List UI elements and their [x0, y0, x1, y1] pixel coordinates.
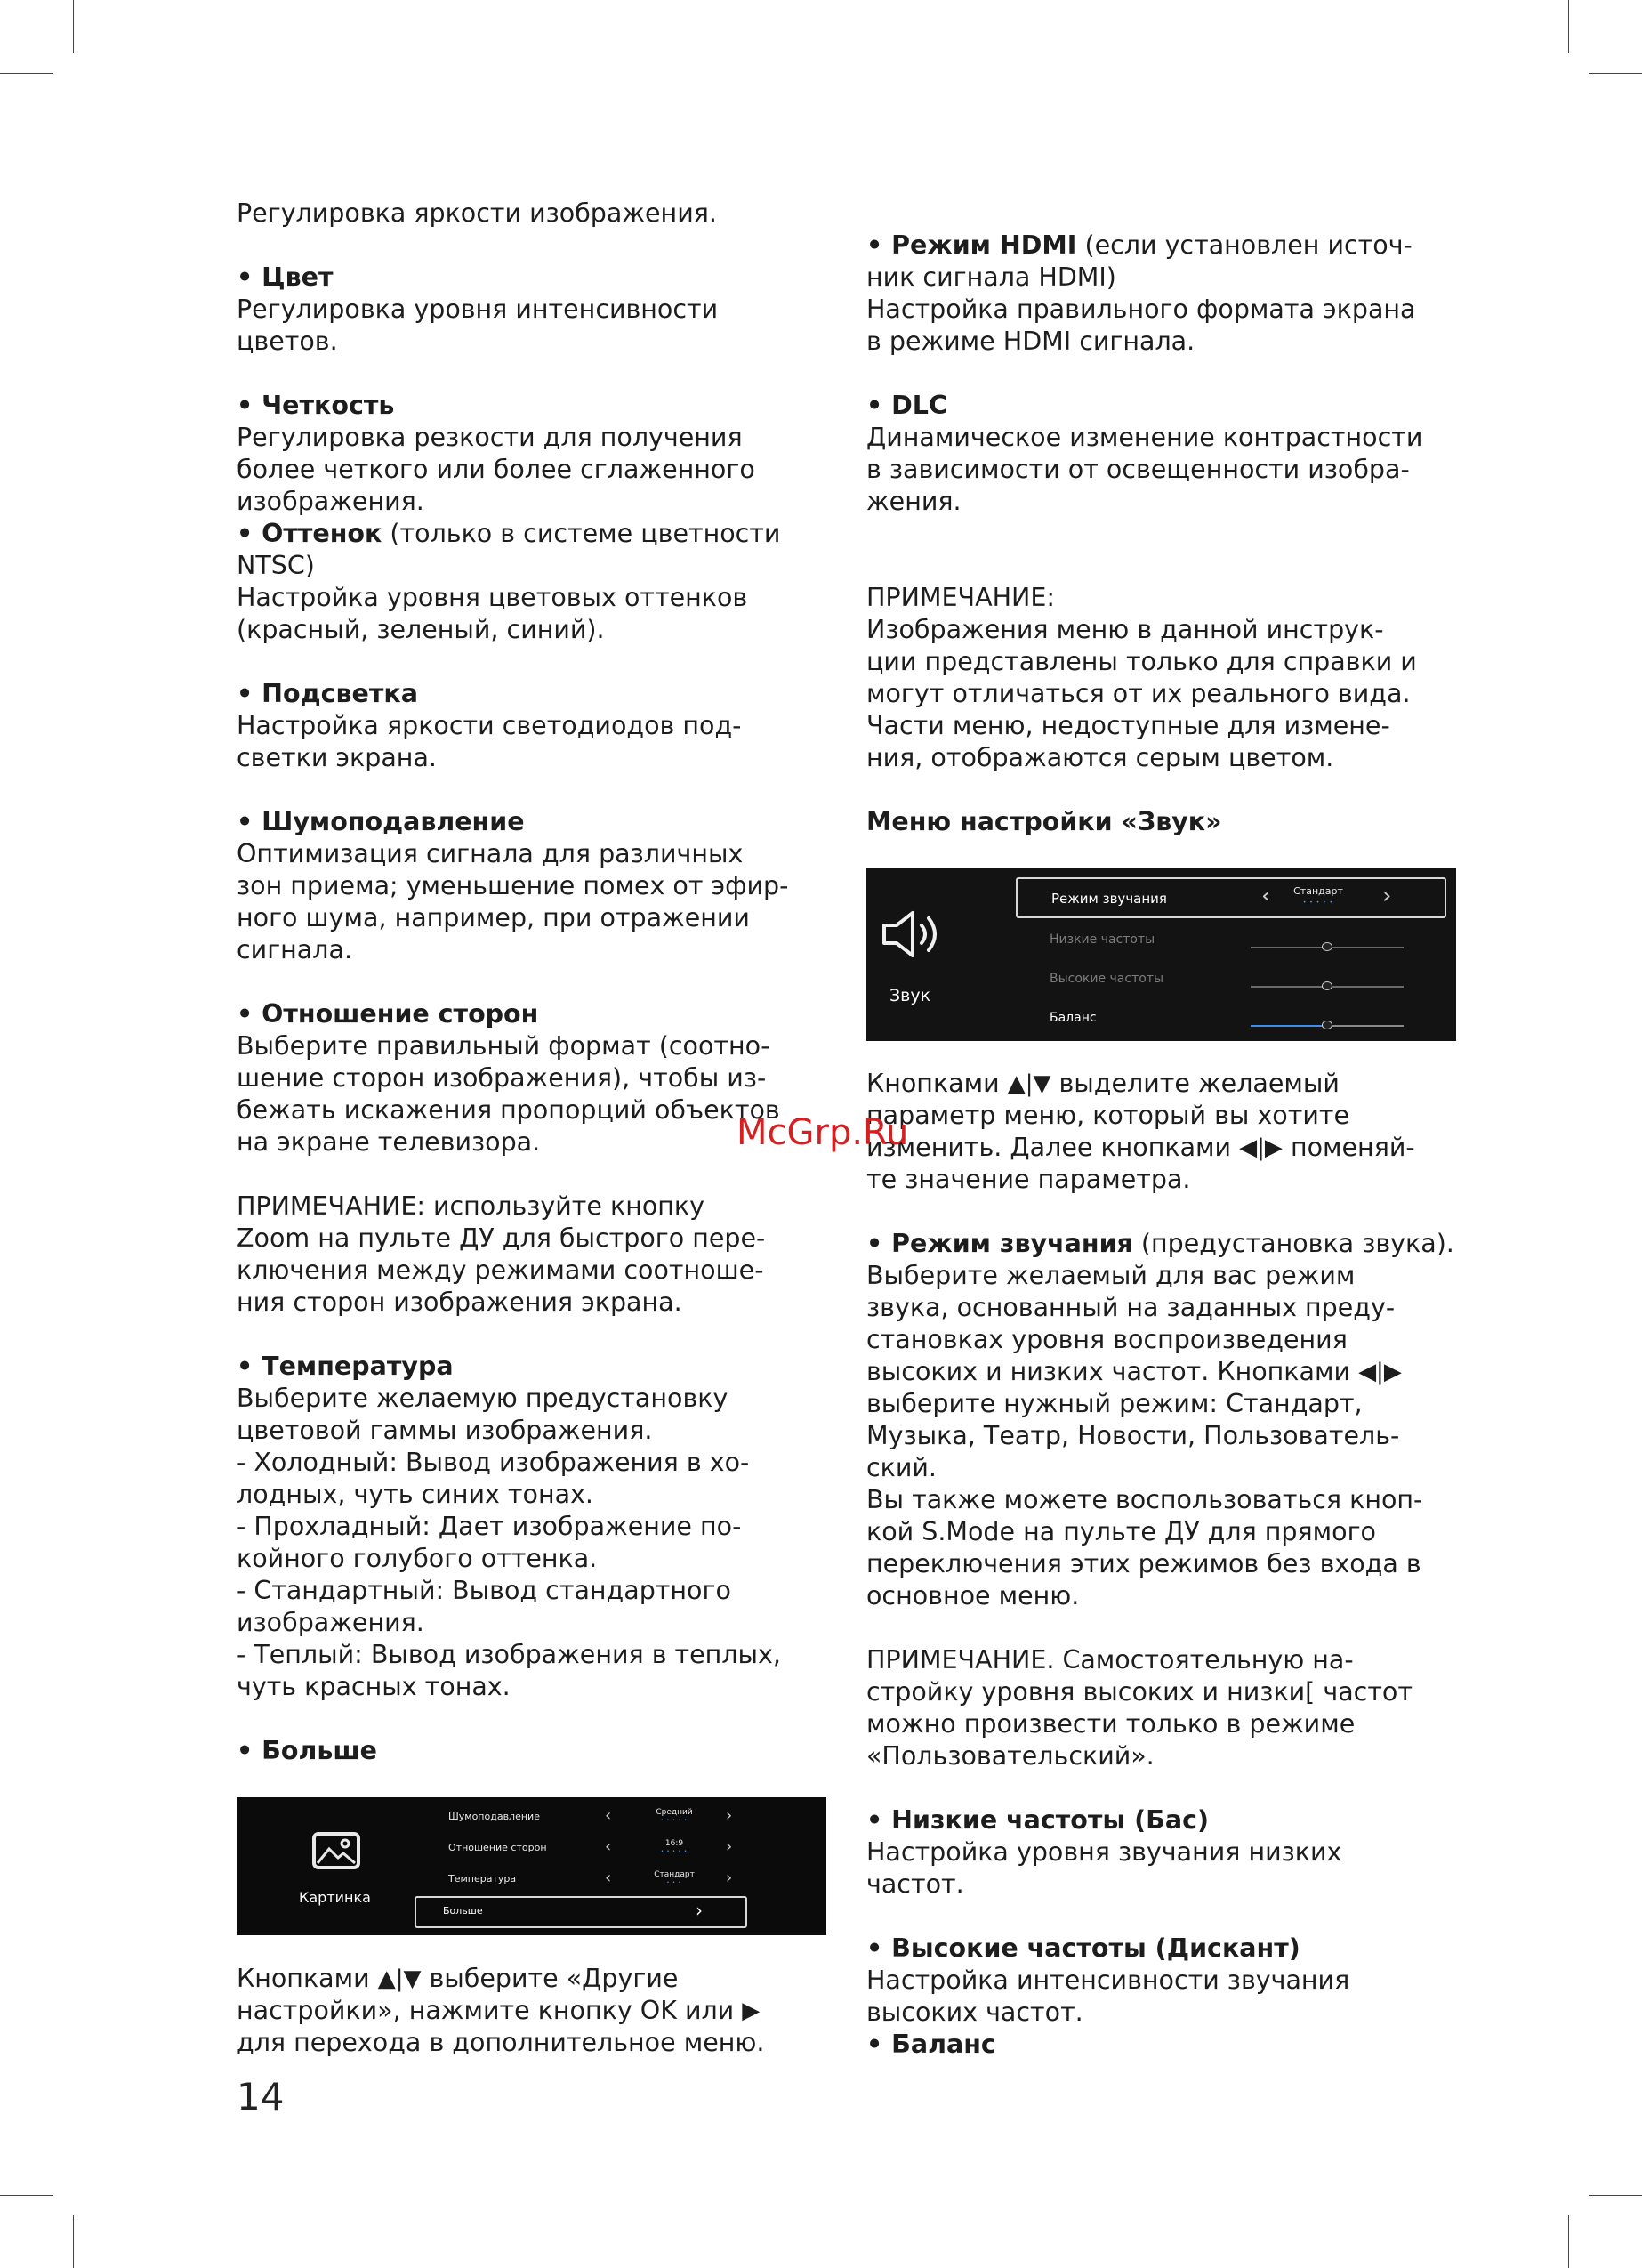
picture-menu-panel	[237, 1797, 826, 1935]
sharpness-title: • Четкость	[237, 391, 395, 420]
crop-mark	[1589, 73, 1642, 74]
chevron-right-icon[interactable]: ›	[726, 1806, 733, 1825]
row-label: Отношение сторон	[448, 1842, 547, 1853]
text-part: Выберите желаемый для вас режим звука, основанный на заданных преду- становках уровня воспроизведения высоких и низких частот. Кнопками	[866, 1261, 1396, 1386]
balance-slider[interactable]	[1251, 1025, 1404, 1027]
hint-part: выделите желаемый параметр меню, который вы хотите изменить. Далее кнопками	[866, 1069, 1350, 1162]
picture-menu-row-aspect[interactable]	[441, 1836, 797, 1860]
slider-fill	[1251, 1025, 1327, 1027]
backlight-text: Настройка яркости светодиодов под- светки экрана.	[237, 711, 742, 772]
crop-mark	[73, 2215, 74, 2268]
color-title: • Цвет	[237, 262, 334, 292]
row-label: Высокие частоты	[1050, 972, 1164, 986]
bass-text: Настройка уровня звучания низких частот.	[866, 1837, 1342, 1899]
slider-knob[interactable]	[1322, 942, 1332, 951]
row-label: Низкие частоты	[1050, 932, 1155, 947]
hdmi-rest: (если установлен источ- ник сигнала HDMI)	[866, 230, 1413, 292]
sound-menu-title: Меню настройки «Звук»	[866, 807, 1222, 836]
temperature-text: Выберите желаемую предустановку цветовой гаммы изображения. - Холодный: Вывод изображения в хо- лодных, чуть синих тонах. - Прохладный: Дает изображение по- койного голубого оттенка. - Стандартный: Вывод стандартного изображения. - Теплый: Вывод изображения в теплых, чуть красных тонах.	[237, 1384, 781, 1701]
sound-menu-row-mode[interactable]	[1016, 877, 1446, 918]
treble-text: Настройка интенсивности звучания высоких частот.	[866, 1965, 1350, 2027]
crop-mark	[1589, 2195, 1642, 2196]
row-label: Режим звучания	[1051, 891, 1167, 907]
balance-title: • Баланс	[866, 2030, 996, 2059]
row-value: 16:9	[664, 1839, 684, 1848]
row-value: Средний	[656, 1808, 693, 1817]
sound-menu-row-bass[interactable]	[1016, 924, 1443, 956]
user-mode-note: ПРИМЕЧАНИЕ. Самостоятельную на- стройку уровня высоких и низки[ частот можно произвести только в режиме «Пользовательский».	[866, 1645, 1413, 1771]
row-dots: • • • • •	[660, 1849, 688, 1854]
picture-icon	[311, 1831, 361, 1870]
crop-mark	[1568, 0, 1569, 53]
right-arrow-icon: ▶	[742, 1998, 761, 2024]
row-label: Больше	[443, 1905, 483, 1917]
slider-knob[interactable]	[1322, 981, 1332, 990]
chevron-left-icon[interactable]: ‹	[605, 1868, 612, 1887]
row-dots: • • • • •	[660, 1818, 688, 1823]
dlc-text: Динамическое изменение контрастности в зависимости от освещенности изобра- жения.	[866, 423, 1423, 516]
crop-mark	[0, 2195, 53, 2196]
sound-nav-hint	[866, 1068, 1471, 1196]
chevron-right-icon[interactable]: ›	[1382, 883, 1392, 909]
slider-knob[interactable]	[1322, 1021, 1332, 1029]
speaker-icon	[879, 908, 946, 961]
right-column	[866, 230, 1471, 838]
tint-text: Настройка уровня цветовых оттенков (красный, зеленый, синий).	[237, 583, 748, 644]
sound-menu-panel	[866, 868, 1456, 1041]
menu-images-note: ПРИМЕЧАНИЕ: Изображения меню в данной инструк- ции представлены только для справки и могут отличаться от их реального вида. Части меню, недоступные для измене- ния, отображаются серым цветом.	[866, 583, 1417, 772]
left-right-arrows-icon: ◀|▶	[1358, 1359, 1402, 1385]
row-label: Температура	[448, 1873, 517, 1885]
row-label: Баланс	[1050, 1011, 1097, 1025]
row-dots: • • • • •	[1302, 900, 1334, 906]
sound-mode-paragraph	[866, 1228, 1471, 1260]
noise-text: Оптимизация сигнала для различных зон приема; уменьшение помех от эфир- ного шума, например, при отражении сигнала.	[237, 839, 789, 965]
chevron-right-icon[interactable]: ›	[696, 1900, 703, 1921]
row-label: Шумоподавление	[448, 1811, 540, 1822]
dlc-title: • DLC	[866, 391, 947, 420]
up-down-arrows-icon: ▲|▼	[377, 1965, 422, 1992]
picture-menu-row-more[interactable]	[415, 1896, 747, 1928]
sound-menu-side-label: Звук	[889, 986, 931, 1005]
crop-mark	[0, 73, 53, 74]
hint-part: для перехода в дополнительное меню.	[237, 2028, 765, 2057]
color-text: Регулировка уровня интенсивности цветов.	[237, 295, 719, 356]
sharpness-text: Регулировка резкости для получения более четкого или более сглаженного изображения.	[237, 423, 755, 516]
bass-title: • Низкие частоты (Бас)	[866, 1805, 1209, 1835]
row-value: Стандарт	[654, 1870, 695, 1879]
aspect-title: • Отношение сторон	[237, 999, 539, 1029]
sound-mode-rest: (предустановка звука).	[1132, 1229, 1454, 1258]
noise-title: • Шумоподавление	[237, 807, 525, 836]
picture-menu-row-temperature[interactable]	[441, 1867, 797, 1892]
picture-menu-row-noise[interactable]	[441, 1804, 797, 1829]
text-part: выберите нужный режим: Стандарт, Музыка, Театр, Новости, Пользователь- ский. Вы также можете воспользоваться кноп- кой S.Mode на пульте ДУ для прямого переключения этих режимов без входа в основное меню.	[866, 1389, 1423, 1610]
backlight-title: • Подсветка	[237, 679, 418, 708]
more-title: • Больше	[237, 1736, 377, 1765]
hdmi-title: • Режим HDMI	[866, 230, 1077, 260]
hint-part: поменяй- те значение параметра.	[866, 1133, 1415, 1194]
chevron-left-icon[interactable]: ‹	[1261, 883, 1271, 909]
tint-rest: (только в системе цветности NTSC)	[237, 519, 781, 580]
hint-part: Кнопками	[866, 1069, 1008, 1098]
picture-menu-side-label: Картинка	[299, 1889, 371, 1906]
brightness-text: Регулировка яркости изображения.	[237, 198, 717, 228]
hint-part: Кнопками	[237, 1964, 378, 1993]
sound-menu-row-treble[interactable]	[1016, 963, 1443, 995]
treble-slider[interactable]	[1251, 986, 1404, 988]
picture-menu-instructions	[237, 1963, 841, 2059]
page-number: 14	[237, 2075, 285, 2119]
sound-menu-row-balance[interactable]	[1016, 1002, 1443, 1034]
zoom-note: ПРИМЕЧАНИЕ: используйте кнопку Zoom на пульте ДУ для быстрого пере- ключения между режимами соотноше- ния сторон изображения экрана.	[237, 1191, 766, 1317]
bass-slider[interactable]	[1251, 947, 1404, 948]
right-column-lower	[866, 1068, 1471, 2061]
sound-mode-text	[866, 1260, 1471, 1612]
left-column	[237, 198, 841, 1767]
treble-title: • Высокие частоты (Дискант)	[866, 1933, 1300, 1963]
crop-mark	[1568, 2215, 1569, 2268]
chevron-left-icon[interactable]: ‹	[605, 1837, 612, 1856]
slider-fill	[1251, 947, 1327, 948]
hint-part: выберите «Другие настройки», нажмите кнопку OK или	[237, 1964, 735, 2025]
row-dots: • • •	[666, 1880, 682, 1885]
chevron-right-icon[interactable]: ›	[726, 1837, 733, 1856]
row-value: Стандарт	[1293, 885, 1343, 897]
watermark: McGrp.Ru	[736, 1112, 909, 1153]
crop-mark	[73, 0, 74, 53]
up-down-arrows-icon: ▲|▼	[1007, 1070, 1051, 1097]
aspect-text: Выберите правильный формат (соотно- шение сторон изображения), чтобы из- бежать искажения пропорций объектов на экране телевизора.	[237, 1031, 780, 1157]
slider-fill	[1251, 986, 1327, 988]
hdmi-paragraph	[866, 230, 1471, 294]
sound-mode-title: • Режим звучания	[866, 1229, 1133, 1258]
chevron-right-icon[interactable]: ›	[726, 1868, 733, 1887]
chevron-left-icon[interactable]: ‹	[605, 1806, 612, 1825]
temperature-title: • Температура	[237, 1352, 454, 1381]
tint-title: • Оттенок	[237, 519, 382, 548]
left-right-arrows-icon: ◀|▶	[1239, 1134, 1283, 1161]
hdmi-text: Настройка правильного формата экрана в режиме HDMI сигнала.	[866, 295, 1416, 356]
tint-paragraph	[237, 518, 841, 582]
picture-menu-hint	[237, 1963, 841, 2059]
